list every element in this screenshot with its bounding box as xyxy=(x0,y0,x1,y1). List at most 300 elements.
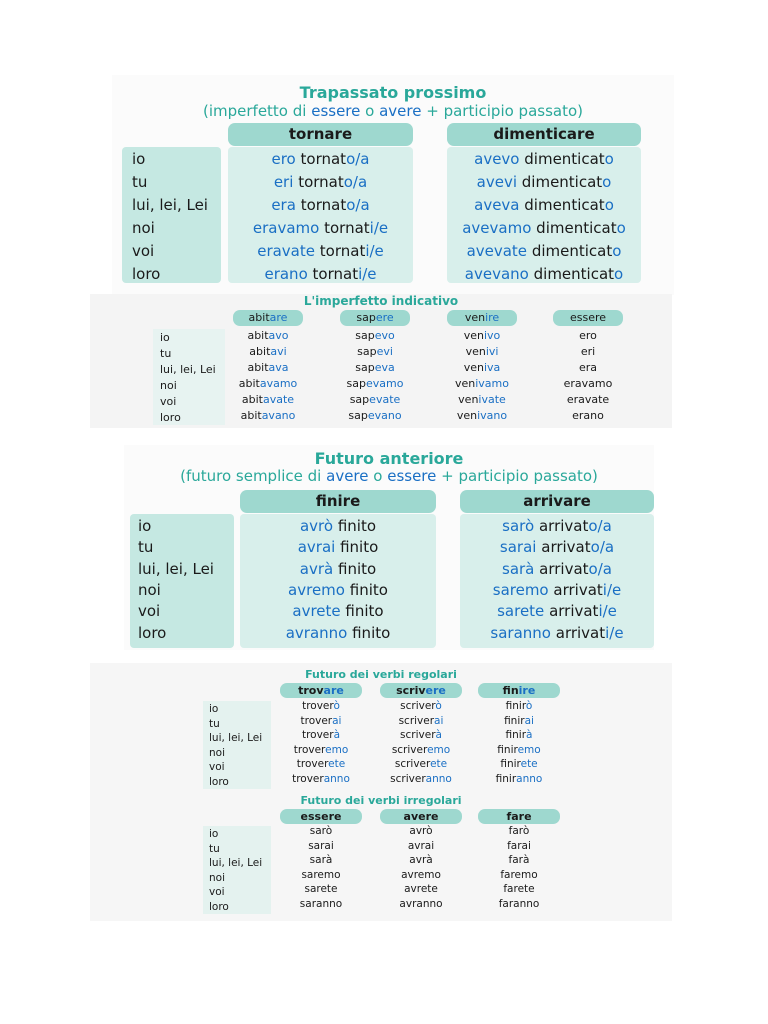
verb-ending: avamo xyxy=(259,377,298,390)
verb-stem: scriver xyxy=(400,700,436,712)
pronoun-cell: lui, lei, Lei xyxy=(160,363,216,376)
participle: dimenticat xyxy=(536,219,617,237)
pronoun-cell: loro xyxy=(209,775,229,788)
tornare-cell xyxy=(228,194,413,216)
irregolari-cell: farai xyxy=(507,839,531,852)
pronoun-cell: io xyxy=(138,517,152,535)
subtitle-text: + participio passato) xyxy=(421,102,583,120)
verb-stem: scriver xyxy=(391,743,428,756)
imperfetto-cell xyxy=(233,360,303,376)
verb-ending: ò xyxy=(435,700,442,712)
imperfetto-cell xyxy=(553,328,623,344)
pronoun-cell: voi xyxy=(138,602,161,621)
arrivare-cell xyxy=(460,601,654,622)
ending: o xyxy=(616,219,626,237)
regolari-cell xyxy=(478,714,560,728)
finire-cell xyxy=(240,516,436,537)
pronoun-cell: noi xyxy=(209,871,225,884)
verb-stem: scriver xyxy=(394,758,431,770)
verb-stem: abit xyxy=(241,393,263,406)
regolari-cell xyxy=(478,743,560,757)
futuro-verbi-panel xyxy=(90,663,672,921)
verb-ending: anno xyxy=(425,772,452,785)
imperfetto-panel xyxy=(90,294,672,428)
participle: arrivat xyxy=(549,602,599,621)
verb-ending: à xyxy=(435,729,442,741)
irregolari-cell: faranno xyxy=(498,897,540,910)
imperfetto-header xyxy=(553,310,623,326)
participle: finito xyxy=(345,602,384,621)
futuro-regolari-title: Futuro dei verbi regolari xyxy=(305,668,457,681)
ending: i/e xyxy=(598,602,617,621)
pronoun-cell: noi xyxy=(138,580,161,599)
pronoun-cell: io xyxy=(209,828,219,840)
auxiliary: ero xyxy=(271,150,296,168)
irregolari-cell: avremo xyxy=(401,868,441,881)
pronoun-cell: lui, lei, Lei xyxy=(209,857,263,869)
auxiliary: sarai xyxy=(499,538,537,557)
irregolari-cell: sarò xyxy=(309,825,333,837)
participle: arrivat xyxy=(539,559,589,578)
verb-stem: ero xyxy=(579,329,597,342)
verb-stem: sap xyxy=(356,311,376,324)
ending: i/e xyxy=(605,623,624,642)
verb-ending: ere xyxy=(375,311,394,324)
ending: i/e xyxy=(369,219,389,237)
imperfetto-header xyxy=(233,310,303,326)
verb-ending: evate xyxy=(369,393,401,406)
subtitle-verb: essere xyxy=(311,102,361,120)
ending: o xyxy=(604,150,614,168)
dimenticare-cell xyxy=(447,240,641,262)
irregolari-cell: sarà xyxy=(309,854,333,866)
dimenticare-cell xyxy=(447,217,641,239)
ending: o/a xyxy=(588,559,612,578)
participle: tornat xyxy=(298,173,344,191)
auxiliary: eravate xyxy=(257,242,315,260)
pronoun-cell: voi xyxy=(209,886,225,898)
regolari-cell xyxy=(380,699,462,713)
header-tornare: tornare xyxy=(228,123,413,146)
imperfetto-cell xyxy=(340,344,410,360)
arrivare-cell xyxy=(460,516,654,537)
verb-ending: ivo xyxy=(483,329,501,342)
verb-ending: emo xyxy=(517,743,541,756)
verb-ending: are xyxy=(269,311,288,324)
tornare-cell xyxy=(228,240,413,262)
dimenticare-cell xyxy=(447,194,641,216)
header-dimenticare: dimenticare xyxy=(447,123,641,146)
verb-ending: ete xyxy=(430,758,448,770)
auxiliary: saranno xyxy=(490,623,551,642)
ending: o/a xyxy=(346,196,370,214)
participle: arrivat xyxy=(541,538,591,557)
verb-stem: abit xyxy=(247,361,269,374)
ending: o xyxy=(614,265,624,283)
pronoun-cell: tu xyxy=(160,347,172,360)
verb-stem: eravate xyxy=(566,393,610,406)
verb-stem: scriv xyxy=(396,684,426,697)
verb-ending: emo xyxy=(427,743,451,756)
verb-stem: sap xyxy=(346,377,366,390)
participle: finito xyxy=(349,580,388,599)
regolari-cell xyxy=(280,772,362,786)
auxiliary: avevi xyxy=(476,173,517,191)
irregolari-cell: sarete xyxy=(304,883,338,895)
ending: o xyxy=(604,196,614,214)
finire-cell xyxy=(240,537,436,558)
verb-stem: sap xyxy=(348,409,368,422)
verb-ending: ava xyxy=(268,361,289,374)
pronoun-cell: voi xyxy=(209,761,225,773)
irregolari-cell: saremo xyxy=(301,868,341,881)
imperfetto-cell xyxy=(233,408,303,424)
verb-ending: ivi xyxy=(485,345,499,358)
regolari-cell xyxy=(280,699,362,713)
verb-ending: ai xyxy=(434,714,444,727)
ending: o/a xyxy=(343,173,368,191)
ending: o/a xyxy=(590,538,615,557)
verb-stem: trover xyxy=(301,729,334,741)
verb-stem: trover xyxy=(296,758,329,770)
verb-stem: trover xyxy=(292,772,324,785)
ending: i/e xyxy=(602,580,622,599)
subtitle-text: o xyxy=(360,102,380,120)
verb-stem: scriver xyxy=(398,714,435,727)
verb-ending: ò xyxy=(525,700,533,712)
verb-ending: à xyxy=(333,729,341,741)
imperfetto-cell xyxy=(553,360,623,376)
verb-stem: eravamo xyxy=(563,377,613,390)
arrivare-cell xyxy=(460,537,654,558)
verb-ending: evo xyxy=(374,329,395,342)
verb-stem: trover xyxy=(293,743,326,756)
verb-stem: ven xyxy=(454,377,476,390)
auxiliary: avevamo xyxy=(462,219,532,237)
verb-stem: sap xyxy=(355,329,375,342)
imperfetto-cell xyxy=(340,392,410,408)
verb-stem: eri xyxy=(580,345,596,358)
regolari-cell xyxy=(478,728,560,742)
participle: tornat xyxy=(319,242,366,260)
subtitle-text: (imperfetto di xyxy=(202,102,312,120)
auxiliary: sarò xyxy=(502,517,535,535)
participle: dimenticat xyxy=(531,242,613,260)
pronoun-cell: noi xyxy=(132,219,155,237)
verb-ending: ai xyxy=(524,714,534,727)
irregolari-header: avere xyxy=(380,809,462,824)
futuro-anteriore-panel xyxy=(124,445,654,650)
verb-stem: ven xyxy=(456,409,478,422)
verb-stem: ven xyxy=(465,345,486,358)
pronoun-cell: loro xyxy=(209,900,229,913)
verb-stem: finir xyxy=(505,729,527,741)
pronoun-cell: io xyxy=(160,331,170,344)
tornare-cell xyxy=(228,148,413,170)
imperfetto-cell xyxy=(340,376,410,392)
participle: arrivat xyxy=(555,623,606,642)
imperfetto-cell xyxy=(340,408,410,424)
irregolari-cell: avrò xyxy=(409,825,433,837)
imperfetto-cell xyxy=(340,360,410,376)
ending: i/e xyxy=(358,265,377,283)
pronoun-cell: tu xyxy=(138,538,154,557)
auxiliary: aveva xyxy=(474,196,520,214)
verb-ending: avo xyxy=(268,329,289,342)
pronoun-cell: voi xyxy=(160,395,177,408)
dimenticare-cell xyxy=(447,263,641,285)
regolari-cell xyxy=(478,757,560,771)
participle: arrivat xyxy=(538,517,589,535)
verb-ending: à xyxy=(526,729,533,741)
verb-ending: evamo xyxy=(366,377,404,390)
irregolari-header: fare xyxy=(478,809,560,824)
verb-stem: fin xyxy=(502,684,519,697)
irregolari-cell: farà xyxy=(508,854,530,866)
imperfetto-cell xyxy=(233,344,303,360)
verb-stem: ven xyxy=(463,361,484,374)
finire-cell xyxy=(240,623,436,644)
irregolari-header: essere xyxy=(280,809,362,824)
dimenticare-cell xyxy=(447,171,641,193)
pronoun-cell: tu xyxy=(132,173,148,191)
verb-stem: finir xyxy=(500,758,521,770)
auxiliary: avrete xyxy=(292,602,341,621)
regolari-header xyxy=(380,683,462,698)
irregolari-cell: avrete xyxy=(404,883,438,895)
imperfetto-cell xyxy=(447,408,517,424)
verb-stem: erano xyxy=(572,409,604,422)
verb-ending: ete xyxy=(520,758,538,770)
verb-stem: trover xyxy=(302,700,334,712)
verb-ending: ivano xyxy=(477,409,508,422)
pronoun-cell: noi xyxy=(160,379,177,392)
imperfetto-cell xyxy=(233,376,303,392)
imperfetto-cell xyxy=(233,392,303,408)
subtitle-text: (futuro semplice di xyxy=(180,467,327,485)
verb-ending: ire xyxy=(485,311,500,324)
auxiliary: avremo xyxy=(288,580,345,599)
dimenticare-cell xyxy=(447,148,641,170)
ending: o/a xyxy=(346,150,370,168)
arrivare-cell xyxy=(460,580,654,601)
verb-stem: sap xyxy=(349,393,370,406)
participle: tornat xyxy=(300,150,347,168)
auxiliary: avrò xyxy=(299,517,334,535)
arrivare-cell xyxy=(460,559,654,580)
auxiliary: avranno xyxy=(285,623,348,642)
irregolari-cell: avranno xyxy=(399,897,443,910)
futuro-irregolari-title: Futuro dei verbi irregolari xyxy=(300,794,462,807)
ending: i/e xyxy=(365,242,384,260)
imperfetto-cell xyxy=(553,392,623,408)
verb-ending: iva xyxy=(483,361,501,374)
auxiliary: eravamo xyxy=(252,219,320,237)
participle: finito xyxy=(340,538,379,557)
regolari-cell xyxy=(280,743,362,757)
subtitle-verb: essere xyxy=(387,467,437,485)
auxiliary: erano xyxy=(264,265,308,283)
verb-stem: trover xyxy=(300,714,333,727)
participle: tornat xyxy=(312,265,359,283)
pronoun-cell: io xyxy=(132,150,146,168)
pronoun-cell: loro xyxy=(160,411,181,424)
verb-ending: anno xyxy=(516,772,543,785)
imperfetto-cell xyxy=(447,328,517,344)
pronoun-cell: lui, lei, Lei xyxy=(132,196,208,214)
auxiliary: avrà xyxy=(299,559,334,578)
verb-stem: abit xyxy=(247,329,269,342)
verb-ending: anno xyxy=(323,772,350,785)
pronoun-cell: loro xyxy=(132,265,161,283)
futuro-anteriore-subtitle xyxy=(124,467,654,485)
auxiliary: era xyxy=(271,196,296,214)
verb-stem: finir xyxy=(505,700,526,712)
tornare-cell xyxy=(228,217,413,239)
participle: finito xyxy=(352,623,391,642)
participle: finito xyxy=(338,559,377,578)
pronoun-cell: voi xyxy=(132,242,155,260)
verb-stem: scriver xyxy=(390,772,426,785)
trapassato-title: Trapassato prossimo xyxy=(299,83,487,102)
verb-stem: ven xyxy=(458,393,479,406)
imperfetto-cell xyxy=(447,360,517,376)
verb-ending: ire xyxy=(518,684,536,697)
ending: o xyxy=(602,173,612,191)
subtitle-text: + participio passato) xyxy=(436,467,598,485)
irregolari-cell: farò xyxy=(508,825,530,837)
verb-ending: eva xyxy=(374,361,395,374)
pronoun-cell: tu xyxy=(209,717,220,730)
verb-stem: trov xyxy=(298,684,324,697)
regolari-cell xyxy=(280,714,362,728)
irregolari-cell: farete xyxy=(503,883,535,895)
subtitle-verb: avere xyxy=(379,102,422,120)
finire-cell xyxy=(240,559,436,580)
verb-ending: avano xyxy=(261,409,296,422)
participle: dimenticat xyxy=(533,265,615,283)
verb-stem: abit xyxy=(240,409,262,422)
auxiliary: avrai xyxy=(297,538,336,557)
imperfetto-cell xyxy=(233,328,303,344)
verb-stem: sap xyxy=(357,345,377,358)
imperfetto-header xyxy=(447,310,517,326)
auxiliary: avevano xyxy=(464,265,529,283)
regolari-cell xyxy=(380,743,462,757)
auxiliary: sarete xyxy=(497,602,545,621)
irregolari-cell: saranno xyxy=(299,897,343,910)
verb-ending: evano xyxy=(367,409,402,422)
participle: dimenticat xyxy=(521,173,603,191)
verb-stem: sap xyxy=(355,361,375,374)
verb-stem: ven xyxy=(463,329,484,342)
regolari-cell xyxy=(280,757,362,771)
verb-stem: finir xyxy=(495,772,517,785)
irregolari-cell: faremo xyxy=(500,868,538,881)
regolari-header xyxy=(478,683,560,698)
verb-ending: avi xyxy=(270,345,287,358)
arrivare-cell xyxy=(460,623,654,644)
auxiliary: avevate xyxy=(466,242,528,260)
auxiliary: sarà xyxy=(502,559,535,578)
subtitle-verb: avere xyxy=(326,467,369,485)
verb-ending: evi xyxy=(376,345,393,358)
tornare-cell xyxy=(228,263,413,285)
regolari-cell xyxy=(478,699,560,713)
verb-ending: avate xyxy=(263,393,295,406)
finire-cell xyxy=(240,580,436,601)
verb-stem: abit xyxy=(249,345,271,358)
participle: finito xyxy=(337,517,377,535)
regolari-cell xyxy=(478,772,560,786)
verb-stem: era xyxy=(578,361,598,374)
header-finire: finire xyxy=(240,490,436,513)
imperfetto-cell xyxy=(447,376,517,392)
participle: arrivat xyxy=(553,580,603,599)
participle: tornat xyxy=(324,219,370,237)
pronoun-cell: tu xyxy=(209,842,220,855)
auxiliary: eri xyxy=(273,173,294,191)
verb-stem: scriver xyxy=(400,729,436,741)
ending: o/a xyxy=(588,517,612,535)
futuro-anteriore-title: Futuro anteriore xyxy=(314,449,464,468)
verb-stem: abit xyxy=(248,311,270,324)
verb-stem: finir xyxy=(497,743,518,756)
verb-stem: ven xyxy=(464,311,486,324)
imperfetto-cell xyxy=(553,408,623,424)
regolari-cell xyxy=(380,728,462,742)
irregolari-cell: avrai xyxy=(407,839,435,852)
participle: dimenticat xyxy=(524,196,605,214)
pronoun-cell: loro xyxy=(138,623,167,642)
imperfetto-cell xyxy=(553,344,623,360)
auxiliary: saremo xyxy=(492,580,549,599)
verb-ending: ò xyxy=(333,700,340,712)
trapassato-panel xyxy=(112,75,674,295)
imperfetto-title: L'imperfetto indicativo xyxy=(303,294,459,308)
header-arrivare: arrivare xyxy=(460,490,654,513)
regolari-cell xyxy=(380,714,462,728)
verb-ending: ai xyxy=(332,714,342,727)
verb-ending: ivamo xyxy=(475,377,509,390)
verb-stem: finir xyxy=(504,714,525,727)
auxiliary: avevo xyxy=(474,150,520,168)
participle: dimenticat xyxy=(524,150,605,168)
regolari-cell xyxy=(380,757,462,771)
verb-ending: ete xyxy=(328,758,346,770)
pronoun-cell: lui, lei, Lei xyxy=(209,732,263,744)
finire-cell xyxy=(240,601,436,622)
regolari-header xyxy=(280,683,362,698)
pronoun-cell: lui, lei, Lei xyxy=(138,559,214,578)
imperfetto-cell xyxy=(553,376,623,392)
tornare-cell xyxy=(228,171,413,193)
imperfetto-cell xyxy=(447,344,517,360)
verb-stem: essere xyxy=(569,311,607,324)
verb-stem: abit xyxy=(238,377,260,390)
ending: o xyxy=(612,242,622,260)
participle: tornat xyxy=(300,196,347,214)
pronoun-cell: io xyxy=(209,703,219,715)
imperfetto-cell xyxy=(447,392,517,408)
imperfetto-header xyxy=(340,310,410,326)
regolari-cell xyxy=(380,772,462,786)
regolari-cell xyxy=(280,728,362,742)
verb-ending: ivate xyxy=(478,393,506,406)
verb-ending: emo xyxy=(325,743,349,756)
imperfetto-cell xyxy=(340,328,410,344)
irregolari-cell: sarai xyxy=(308,839,334,852)
